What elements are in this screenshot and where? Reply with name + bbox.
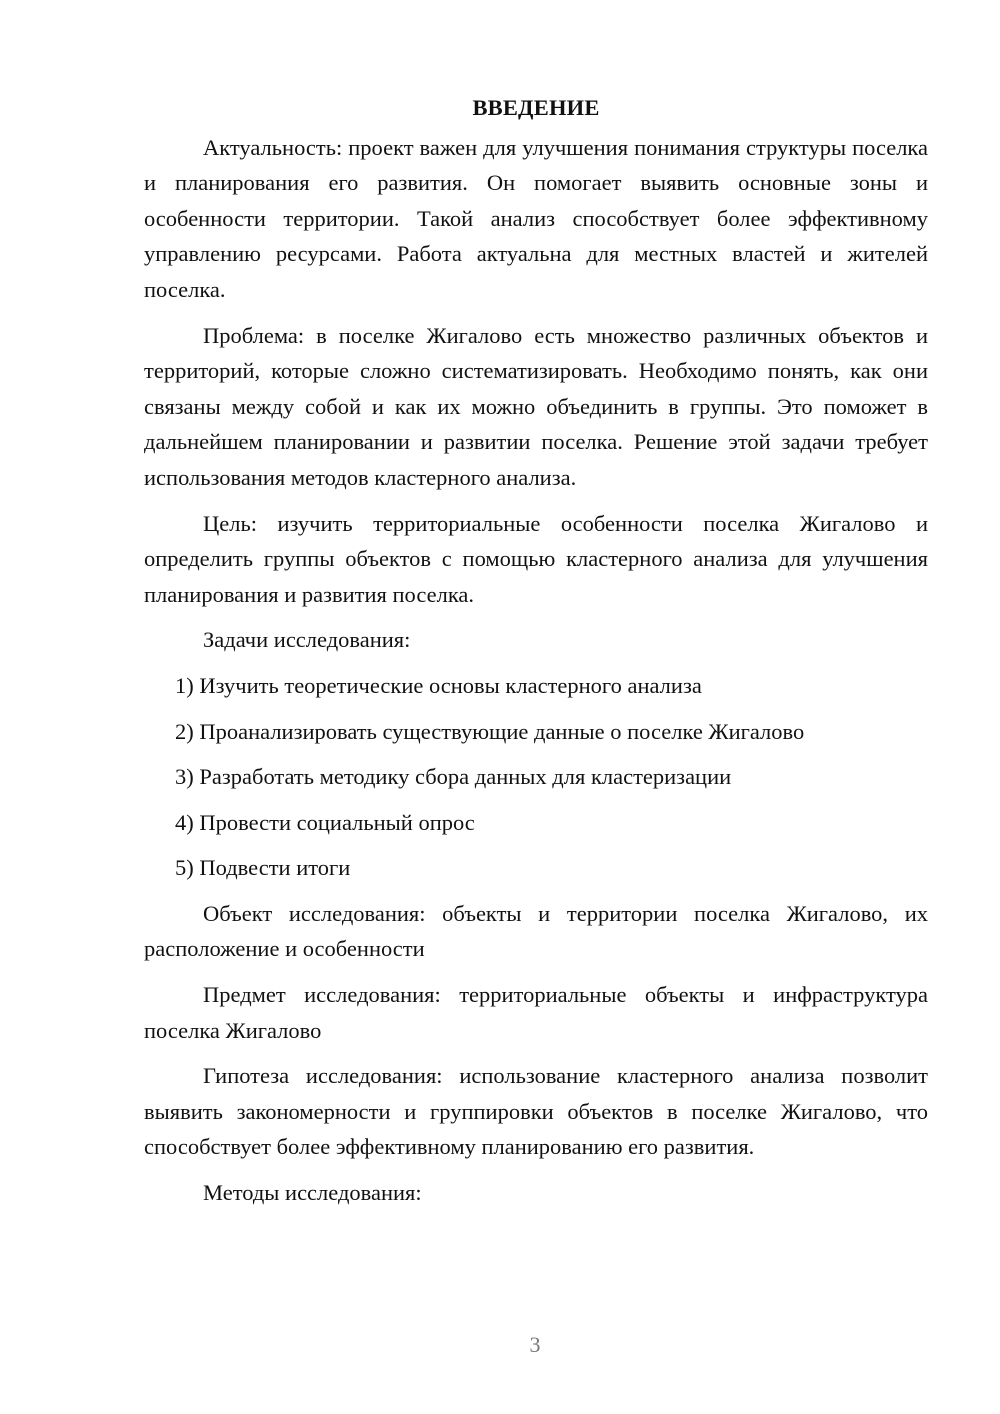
tasks-list bbox=[144, 668, 928, 886]
relevance-paragraph: Актуальность: проект важен для улучшения понимания структуры поселка и планирования его развития. Он помогает выявить основные зоны и особенности территории. Такой анализ способствует более эффективному управлению ресурсами. Работа актуальна для местных властей и жителей поселка. bbox=[144, 134, 928, 302]
page-number: 3 bbox=[529, 1332, 541, 1357]
task-item: 5) Подвести итоги bbox=[175, 855, 351, 881]
problem-paragraph: Проблема: в поселке Жигалово есть множество различных объектов и территорий, которые сложно систематизировать. Необходимо понять, как они связаны между собой и как их можно объединить в группы. Это поможет в дальнейшем планировании и развитии поселка. Решение этой задачи требует использования методов кластерного анализа. bbox=[144, 322, 928, 490]
methods-heading: Методы исследования: bbox=[203, 1180, 422, 1206]
object-paragraph: Объект исследования: объекты и территории поселка Жигалово, их расположение и особенности bbox=[144, 900, 928, 962]
task-item: 4) Провести социальный опрос bbox=[175, 809, 475, 835]
task-item: 1) Изучить теоретические основы кластерного анализа bbox=[175, 672, 702, 698]
task-item: 2) Проанализировать существующие данные о поселке Жигалово bbox=[175, 718, 805, 744]
section-heading: ВВЕДЕНИЕ bbox=[472, 95, 600, 120]
task-item: 3) Разработать методику сбора данных для кластеризации bbox=[175, 764, 732, 790]
hypothesis-paragraph: Гипотеза исследования: использование кластерного анализа позволит выявить закономерности и группировки объектов в поселке Жигалово, что способствует более эффективному планированию его развития. bbox=[144, 1063, 928, 1160]
subject-paragraph: Предмет исследования: территориальные объекты и инфраструктура поселка Жигалово bbox=[144, 982, 928, 1043]
page-content bbox=[144, 90, 928, 1221]
goal-paragraph: Цель: изучить территориальные особенности поселка Жигалово и определить группы объектов с помощью кластерного анализа для улучшения планирования и развития поселка. bbox=[144, 510, 928, 607]
tasks-heading: Задачи исследования: bbox=[203, 627, 411, 653]
